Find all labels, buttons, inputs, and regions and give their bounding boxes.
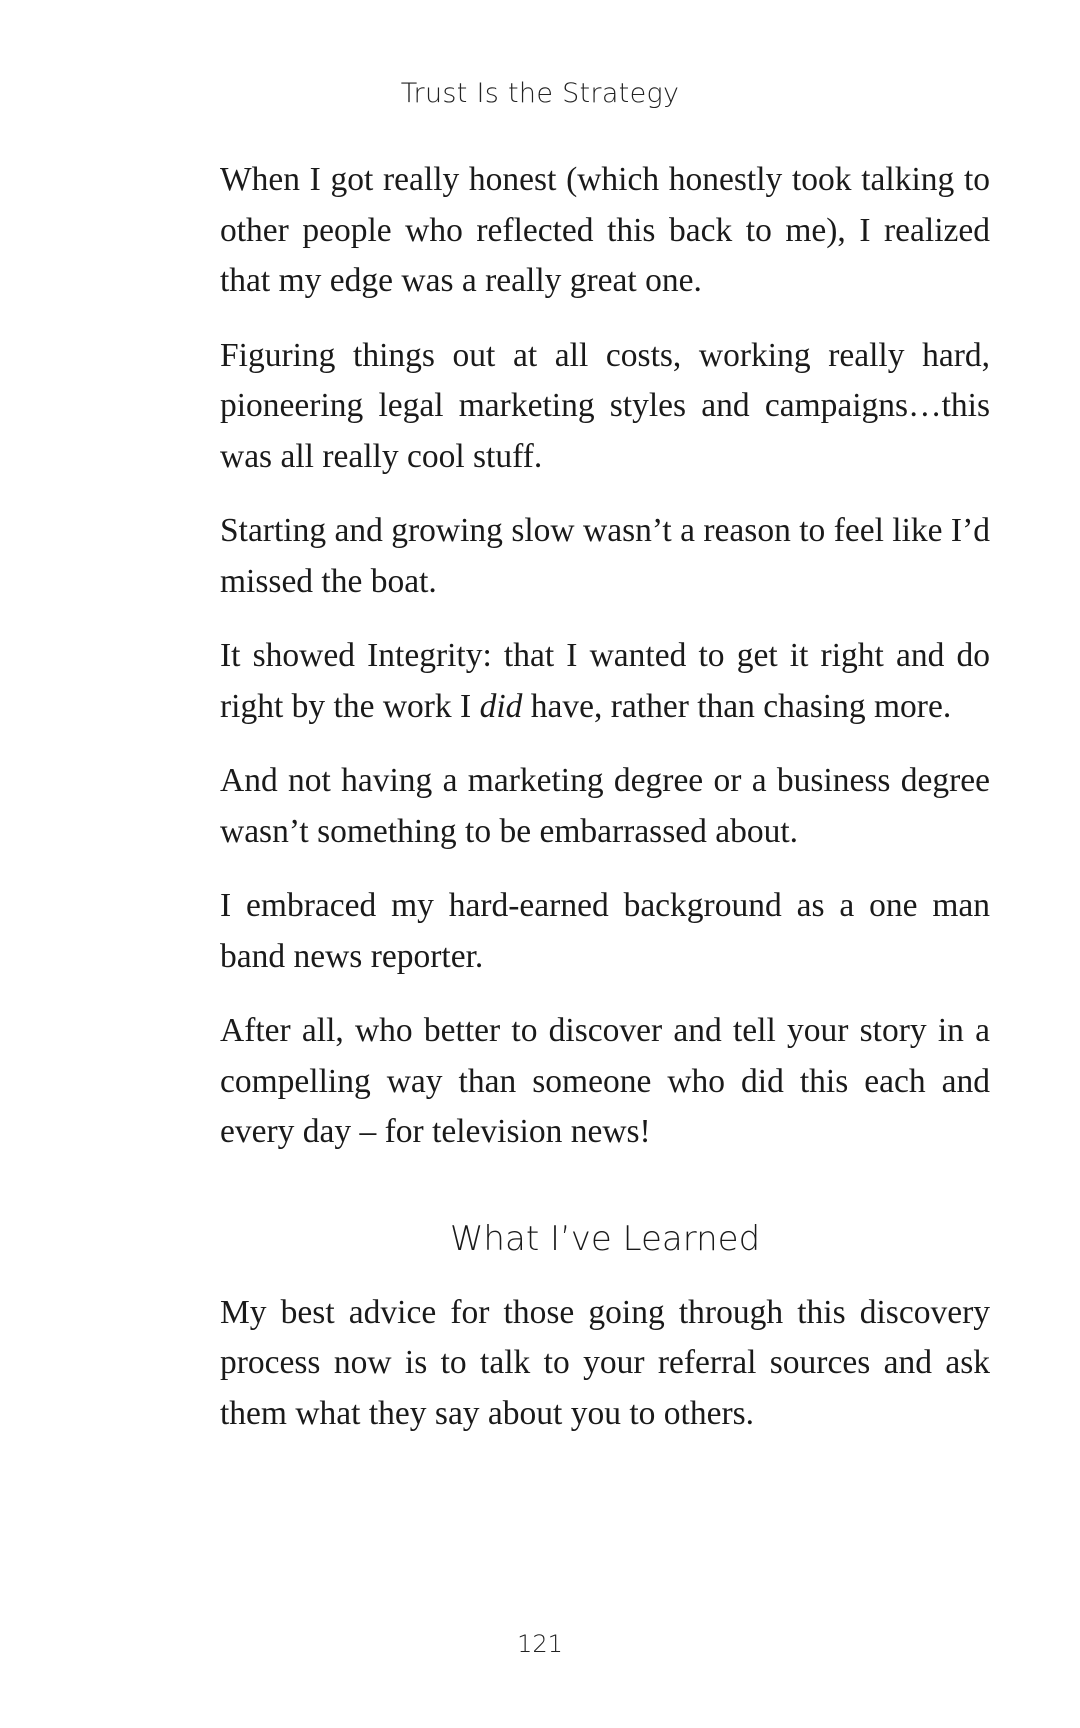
paragraph: When I got really honest (which honestly took talking to other people who reflected this back to me), I realized that my edge was a really great one. <box>220 161 990 299</box>
paragraph: My best advice for those going through this discovery process now is to talk to your referral sources and ask them what they say about you to others. <box>220 1293 990 1432</box>
running-header: Trust Is the Strategy <box>400 78 680 109</box>
section-heading: What I’ve Learned <box>449 1218 761 1259</box>
paragraph: Starting and growing slow wasn’t a reason to feel like I’d missed the boat. <box>220 512 990 600</box>
paragraph <box>220 631 990 732</box>
paragraph-text: It showed Integrity: that I wanted to get it right and do right by the work I <box>220 637 990 725</box>
paragraph: And not having a marketing degree or a business degree wasn’t something to be embarrassed about. <box>220 762 990 850</box>
page-number: 121 <box>517 1630 563 1658</box>
paragraph: After all, who better to discover and tell your story in a compelling way than someone who did this each and every day – for television news! <box>220 1012 990 1150</box>
paragraph-text: have, rather than chasing more. <box>522 687 952 725</box>
paragraph: Figuring things out at all costs, working really hard, pioneering legal marketing styles and campaigns…this was all really cool stuff. <box>220 336 990 475</box>
paragraph: I embraced my hard-earned background as a one man band news reporter. <box>220 887 990 975</box>
body-text <box>220 155 990 1463</box>
emphasized-word: did <box>479 687 523 725</box>
